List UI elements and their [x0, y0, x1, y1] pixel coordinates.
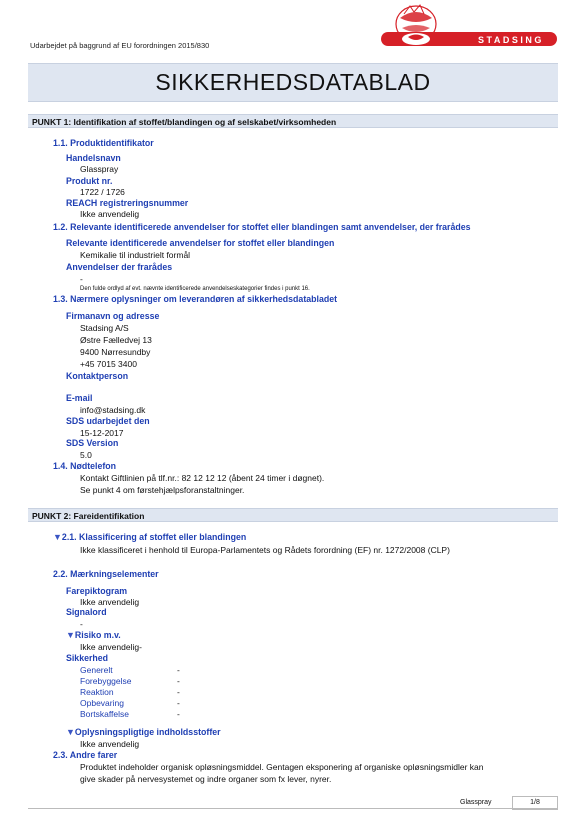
document-title: SIKKERHEDSDATABLAD	[155, 69, 431, 95]
company-line-1: Stadsing A/S	[80, 323, 129, 333]
section-2-heading: PUNKT 2: Fareidentifikation	[28, 508, 558, 522]
signal-word-label: Signalord	[66, 607, 107, 617]
other-hazards-line-1: Produktet indeholder organisk opløsningsmiddel. Gentagen eksponering af organiske opløsningsmidler kan	[80, 762, 484, 772]
ingredients-value: Ikke anvendelig	[80, 739, 140, 749]
reach-label: REACH registreringsnummer	[66, 198, 189, 208]
footer-page-number: 1/8	[512, 796, 558, 810]
revision-triangle-icon: ▼	[66, 727, 75, 737]
regulation-note: Udarbejdet på baggrund af EU forordningen 2015/830	[30, 41, 210, 50]
trade-name-value: Glasspray	[80, 164, 119, 174]
footer-product-name: Glasspray	[460, 799, 492, 806]
stadsing-logo	[378, 2, 560, 66]
reach-value: Ikke anvendelig	[80, 209, 140, 219]
email-label: E-mail	[66, 393, 93, 403]
other-hazards-line-2: give skader på nervesystemet og indre organer som fx lever, nyrer.	[80, 774, 332, 784]
company-line-4: +45 7015 3400	[80, 359, 137, 369]
email-value[interactable]: info@stadsing.dk	[80, 405, 146, 415]
safety-general-value: -	[177, 665, 180, 675]
safety-disposal-label: Bortskaffelse	[80, 709, 129, 719]
sds-version-label: SDS Version	[66, 438, 119, 448]
company-line-3: 9400 Nørresundby	[80, 347, 151, 357]
subsection-1-3: 1.3. Nærmere oplysninger om leverandøren af sikkerhedsdatabladet	[53, 294, 338, 304]
sds-version-value: 5.0	[80, 450, 92, 460]
identified-uses-label: Relevante identificerede anvendelser for stoffet eller blandingen	[66, 238, 335, 248]
ingredients-label: Oplysningspligtige indholdsstoffer	[74, 727, 221, 737]
section-1-heading: PUNKT 1: Identifikation af stoffet/blandingen og af selskabet/virksomheden	[28, 114, 558, 128]
company-label: Firmanavn og adresse	[66, 311, 160, 321]
revision-triangle-icon: ▼	[53, 532, 62, 542]
subsection-2-2: 2.2. Mærkningselementer	[53, 569, 159, 579]
sds-date-label: SDS udarbejdet den	[66, 416, 150, 426]
sds-date-value: 15-12-2017	[80, 428, 124, 438]
safety-response-label: Reaktion	[80, 687, 114, 697]
company-line-2: Østre Fælledvej 13	[80, 335, 152, 345]
trade-name-label: Handelsnavn	[66, 153, 121, 163]
product-no-value: 1722 / 1726	[80, 187, 125, 197]
safety-prevention-value: -	[177, 676, 180, 686]
subsection-2-1-row	[53, 532, 246, 543]
uses-advised-against-label: Anvendelser der frarådes	[66, 262, 173, 272]
footer-divider	[28, 808, 558, 809]
product-no-label: Produkt nr.	[66, 176, 113, 186]
safety-response-value: -	[177, 687, 180, 697]
pictogram-value: Ikke anvendelig	[80, 597, 140, 607]
safety-disposal-value: -	[177, 709, 180, 719]
pictogram-label: Farepiktogram	[66, 586, 128, 596]
safety-label: Sikkerhed	[66, 653, 109, 663]
signal-word-value: -	[80, 619, 83, 629]
uses-advised-against-value: -	[80, 274, 83, 284]
emergency-line-2: Se punkt 4 om førstehjælpsforanstaltninger.	[80, 485, 245, 495]
risk-value: Ikke anvendelig-	[80, 642, 142, 652]
ingredients-row	[66, 727, 221, 738]
classification-text: Ikke klassificeret i henhold til Europa-Parlamentets og Rådets forordning (EF) nr. 1272/2008 (CLP)	[80, 545, 450, 555]
subsection-1-2: 1.2. Relevante identificerede anvendelser for stoffet eller blandingen samt anvendelser, der frarådes	[53, 222, 471, 232]
safety-storage-label: Opbevaring	[80, 698, 124, 708]
emergency-line-1: Kontakt Giftlinien på tlf.nr.: 82 12 12 12 (åbent 24 timer i døgnet).	[80, 473, 325, 483]
logo-text: STADSING	[478, 35, 544, 45]
safety-prevention-label: Forebyggelse	[80, 676, 132, 686]
subsection-1-4: 1.4. Nødtelefon	[53, 461, 117, 471]
safety-storage-value: -	[177, 698, 180, 708]
identified-uses-value: Kemikalie til industrielt formål	[80, 250, 191, 260]
uses-note: Den fulde ordlyd af evt. nævnte identificerede anvendelseskategorier findes i punkt 16.	[80, 286, 310, 292]
safety-general-label: Generelt	[80, 665, 113, 675]
subsection-1-1: 1.1. Produktidentifikator	[53, 138, 154, 148]
risk-label: Risiko m.v.	[74, 630, 121, 640]
risk-row	[66, 630, 121, 641]
contact-person-label: Kontaktperson	[66, 371, 129, 381]
revision-triangle-icon: ▼	[66, 630, 75, 640]
subsection-2-1: 2.1. Klassificering af stoffet eller blandingen	[61, 532, 247, 542]
document-title-bar	[28, 63, 558, 102]
subsection-2-3: 2.3. Andre farer	[53, 750, 118, 760]
